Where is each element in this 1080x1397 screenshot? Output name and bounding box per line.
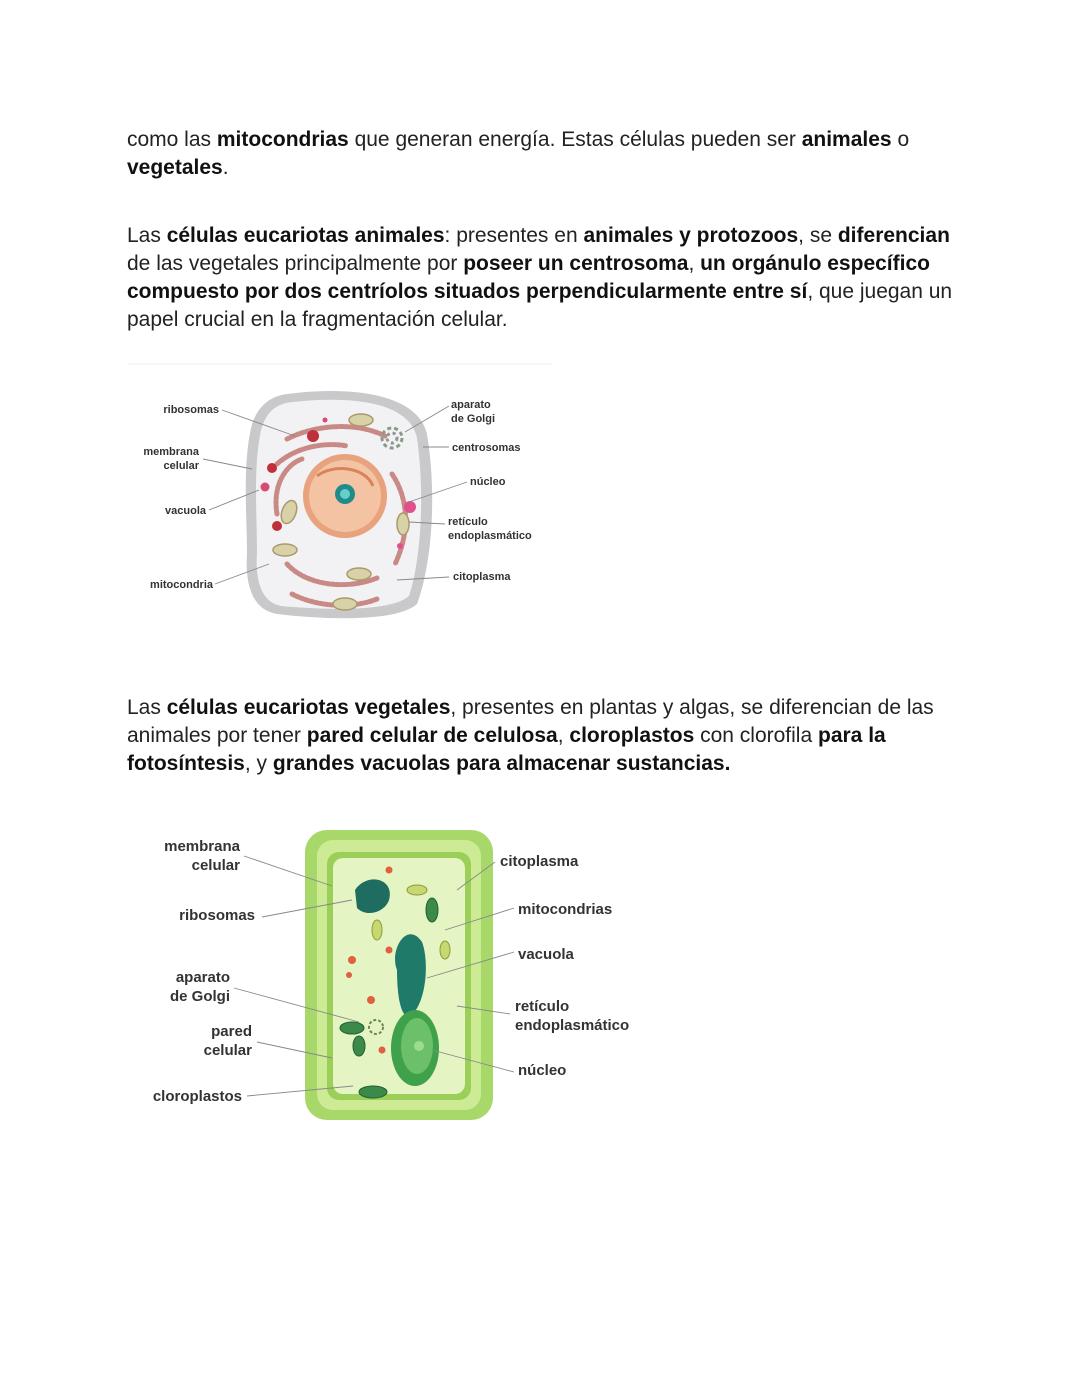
- text: ,: [688, 252, 701, 275]
- text: , que juegan un papel crucial en la fragmentación celular.: [127, 280, 953, 331]
- text: , se: [798, 224, 838, 247]
- plant-cell-svg: [127, 800, 657, 1145]
- paragraph-plant-cells: [127, 694, 967, 778]
- label-reticulo-2: endoplasmático: [448, 530, 532, 542]
- text: ,: [557, 724, 570, 747]
- label-golgi-1: aparato: [175, 969, 230, 986]
- label-reticulo-1: retículo: [515, 998, 570, 1015]
- label-vacuola: vacuola: [518, 946, 574, 963]
- animal-cell-diagram: [127, 364, 552, 632]
- text: Las: [127, 224, 167, 247]
- text: Las: [127, 696, 167, 719]
- animal-cell-svg: [127, 364, 552, 632]
- text: que generan energía. Estas células pueden ser: [348, 128, 802, 151]
- text: : presentes en: [444, 224, 584, 247]
- label-vacuola: vacuola: [165, 505, 206, 517]
- bold-text: cloroplastos: [569, 724, 695, 747]
- label-reticulo-2: endoplasmático: [515, 1017, 630, 1034]
- label-centrosomas: centrosomas: [452, 442, 521, 454]
- label-reticulo-1: retículo: [448, 516, 488, 528]
- label-golgi-2: de Golgi: [170, 988, 230, 1005]
- text: , y: [244, 752, 273, 775]
- label-membrana-1: membrana: [143, 446, 199, 458]
- bold-text: vegetales: [127, 156, 223, 179]
- label-mitocondrias: mitocondrias: [518, 901, 613, 918]
- label-golgi-2: de Golgi: [451, 413, 495, 425]
- bold-text: grandes vacuolas para almacenar sustancias.: [272, 752, 731, 775]
- paragraph-animal-cells: [127, 222, 967, 334]
- label-pared-1: pared: [211, 1023, 252, 1040]
- bold-text: células eucariotas animales: [166, 224, 445, 247]
- bold-text: animales y protozoos: [583, 224, 799, 247]
- label-citoplasma: citoplasma: [500, 853, 579, 870]
- label-membrana-2: celular: [163, 460, 199, 472]
- bold-text: células eucariotas vegetales: [166, 696, 451, 719]
- plant-cell-diagram: [127, 800, 657, 1145]
- text: o: [891, 128, 910, 151]
- label-pared-2: celular: [203, 1042, 252, 1059]
- text: .: [222, 156, 229, 179]
- paragraph-intro: [127, 126, 967, 182]
- bold-text: para la fotosíntesis: [127, 724, 886, 775]
- text: , presentes en plantas y algas, se diferencian de las animales por tener: [127, 696, 934, 747]
- label-membrana-2: celular: [191, 857, 240, 874]
- label-nucleo: núcleo: [470, 476, 506, 488]
- bold-text: pared celular de celulosa: [306, 724, 558, 747]
- bold-text: diferencian: [837, 224, 950, 247]
- bold-text: poseer un centrosoma: [463, 252, 689, 275]
- label-citoplasma: citoplasma: [453, 571, 511, 583]
- label-ribosomas: ribosomas: [179, 907, 255, 924]
- text: de las vegetales principalmente por: [127, 252, 464, 275]
- text: con clorofila: [694, 724, 818, 747]
- label-mitocondria: mitocondria: [150, 579, 213, 591]
- label-golgi-1: aparato: [451, 399, 491, 411]
- label-nucleo: núcleo: [518, 1062, 567, 1079]
- label-membrana-1: membrana: [164, 838, 240, 855]
- bold-text: un orgánulo específico compuesto por dos centríolos situados perpendicularmente entre sí: [127, 252, 930, 303]
- label-cloroplastos: cloroplastos: [152, 1088, 242, 1105]
- text: como las: [127, 128, 217, 151]
- label-ribosomas: ribosomas: [163, 404, 219, 416]
- bold-text: animales: [801, 128, 892, 151]
- bold-text: mitocondrias: [216, 128, 349, 151]
